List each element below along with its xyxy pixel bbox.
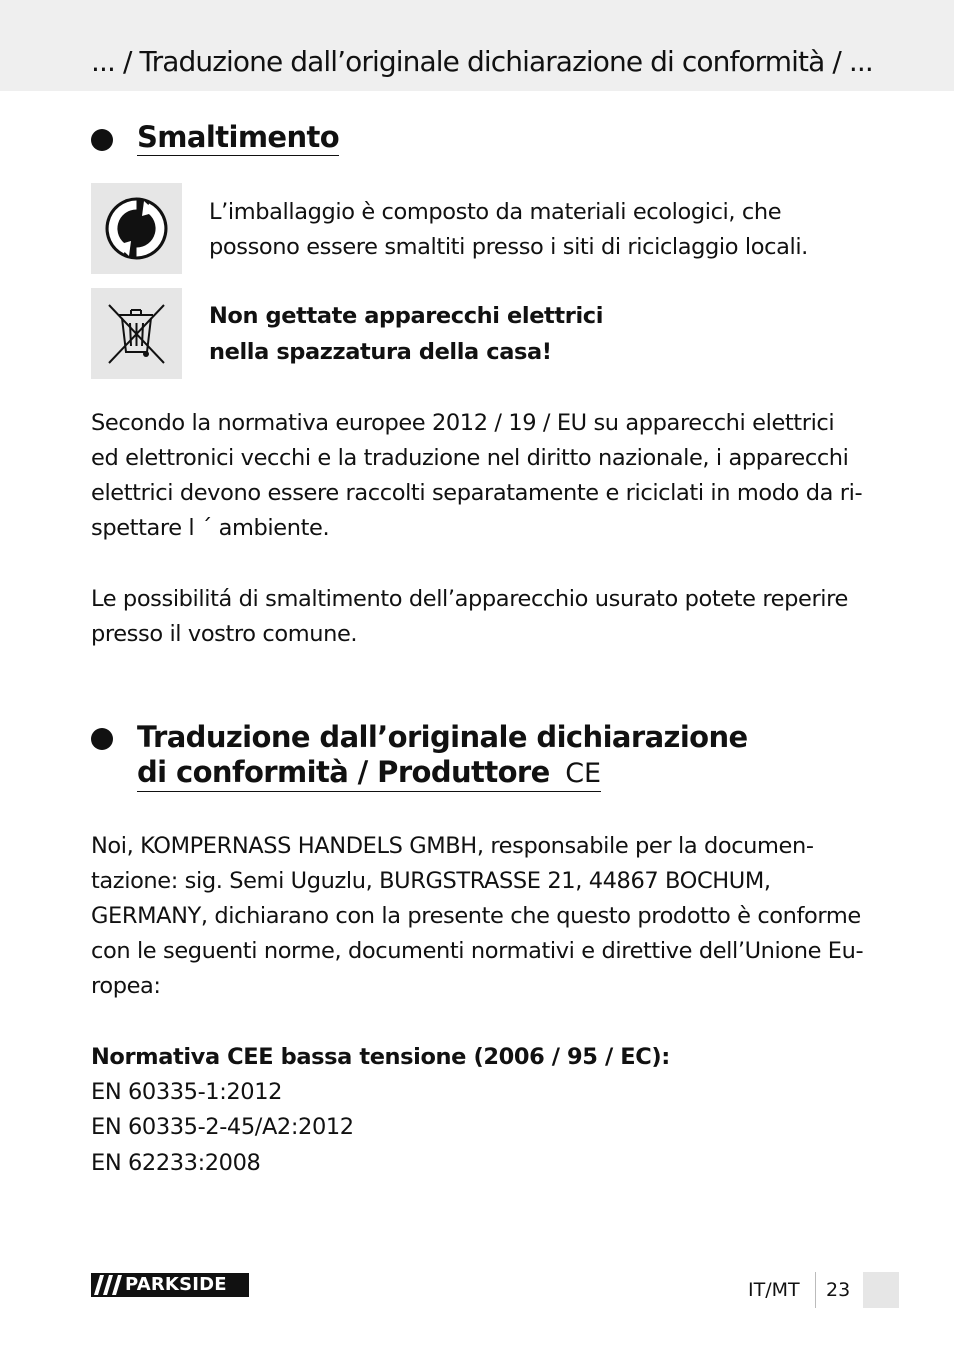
section-title-disposal: Smaltimento <box>137 120 340 154</box>
footer-tab-marker <box>863 1272 899 1308</box>
disposal-paragraph-1-line-3: elettrici devono essere raccolti separatamente e riciclati in modo da ri- <box>91 480 863 506</box>
conformity-paragraph-line-5: ropea: <box>91 973 161 999</box>
directive-title: Normativa CEE bassa tensione (2006 / 95 / EC): <box>91 1044 670 1070</box>
standard-item: EN 62233:2008 <box>91 1150 261 1176</box>
disposal-paragraph-1-line-1: Secondo la normativa europee 2012 / 19 / EU su apparecchi elettrici <box>91 410 835 436</box>
footer-divider <box>815 1272 816 1308</box>
ce-mark: CE <box>565 758 602 789</box>
standard-item: EN 60335-1:2012 <box>91 1079 283 1105</box>
conformity-paragraph-line-4: con le seguenti norme, documenti normativi e direttive dell’Unione Eu- <box>91 938 864 964</box>
conformity-paragraph-line-2: tazione: sig. Semi Uguzlu, BURGSTRASSE 21, 44867 BOCHUM, <box>91 868 771 894</box>
recycle-text-line-1: L’imballaggio è composto da materiali ecologici, che <box>209 199 782 225</box>
recycle-text-line-2: possono essere smaltiti presso i siti di riciclaggio locali. <box>209 234 808 260</box>
disposal-paragraph-2-line-2: presso il vostro comune. <box>91 621 358 647</box>
section-title-conformity-line-1: Traduzione dall’originale dichiarazione <box>137 720 748 754</box>
brand-name: PARKSIDE <box>125 1274 227 1295</box>
section-title-conformity-line-2 <box>137 755 601 792</box>
conformity-title-text: di conformità / Produttore <box>137 755 550 789</box>
language-code: IT/MT <box>748 1279 800 1301</box>
crossed-out-wheelie-bin-icon <box>91 288 182 379</box>
disposal-paragraph-1-line-2: ed elettronici vecchi e la traduzione nel diritto nazionale, i apparecchi <box>91 445 849 471</box>
disposal-paragraph-1-line-4: spettare l ´ ambiente. <box>91 515 330 541</box>
weee-warning-line-2: nella spazzatura della casa! <box>209 339 552 365</box>
parkside-logo <box>91 1273 249 1297</box>
header-title: ... / Traduzione dall’originale dichiarazione di conformità / ... <box>91 45 873 78</box>
standard-item: EN 60335-2-45/A2:2012 <box>91 1114 354 1140</box>
disposal-paragraph-2-line-1: Le possibilitá di smaltimento dell’apparecchio usurato potete reperire <box>91 586 848 612</box>
page-header <box>0 0 954 91</box>
conformity-paragraph-line-3: GERMANY, dichiarano con la presente che questo prodotto è conforme <box>91 903 861 929</box>
page-number: 23 <box>826 1279 851 1301</box>
section-bullet <box>91 728 113 750</box>
weee-warning-line-1: Non gettate apparecchi elettrici <box>209 303 604 329</box>
green-dot-recycling-icon <box>91 183 182 274</box>
conformity-paragraph-line-1: Noi, KOMPERNASS HANDELS GMBH, responsabile per la documen- <box>91 833 814 859</box>
section-bullet <box>91 129 113 151</box>
